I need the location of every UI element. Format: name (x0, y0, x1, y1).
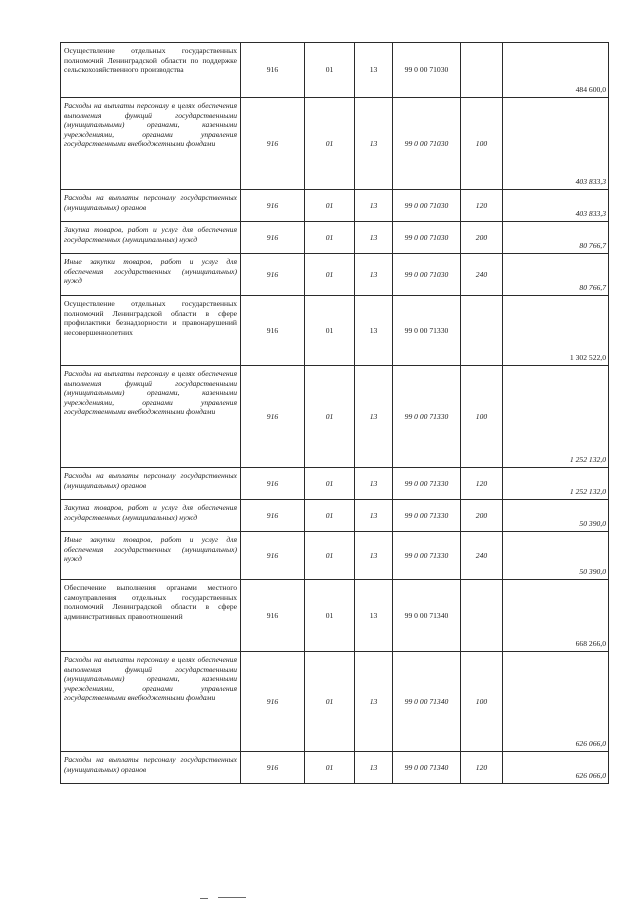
table-row (61, 580, 609, 652)
row-description-text: Обеспечение выполнения органами местного самоуправления отдельных государственных полномочий Ленинградской области в сфере административных правоотношений (64, 583, 237, 621)
row-grbs-code: 916 (241, 468, 305, 500)
row-section-code: 01 (305, 652, 355, 752)
row-description (61, 366, 241, 468)
row-section-code: 01 (305, 296, 355, 366)
row-section-code: 01 (305, 366, 355, 468)
row-target-article: 99 0 00 71340 (393, 752, 461, 784)
row-description-text: Иные закупки товаров, работ и услуг для обеспечения государственных (муниципальных) нужд (64, 535, 237, 564)
row-target-article: 99 0 00 71330 (393, 468, 461, 500)
row-expense-type: 100 (461, 652, 503, 752)
row-target-article: 99 0 00 71030 (393, 190, 461, 222)
row-description (61, 190, 241, 222)
row-subsection-code: 13 (355, 752, 393, 784)
row-description (61, 98, 241, 190)
row-description-text: Иные закупки товаров, работ и услуг для обеспечения государственных (муниципальных) нужд (64, 257, 237, 286)
row-target-article: 99 0 00 71030 (393, 254, 461, 296)
row-target-article: 99 0 00 71330 (393, 532, 461, 580)
row-subsection-code: 13 (355, 580, 393, 652)
row-expense-type: 100 (461, 98, 503, 190)
row-grbs-code: 916 (241, 752, 305, 784)
row-description (61, 500, 241, 532)
row-grbs-code: 916 (241, 222, 305, 254)
row-subsection-code: 13 (355, 190, 393, 222)
row-subsection-code: 13 (355, 366, 393, 468)
table-row (61, 254, 609, 296)
row-amount: 50 390,0 (503, 500, 609, 532)
row-description-text: Расходы на выплаты персоналу в целях обеспечения выполнения функций государственными (муниципальными) органами, казенными учреждениями, органами управления государственными внебюджетными фондами (64, 655, 237, 703)
row-target-article: 99 0 00 71340 (393, 580, 461, 652)
row-target-article: 99 0 00 71330 (393, 500, 461, 532)
row-target-article: 99 0 00 71030 (393, 222, 461, 254)
row-subsection-code: 13 (355, 98, 393, 190)
table-row (61, 98, 609, 190)
table-row (61, 652, 609, 752)
row-description (61, 532, 241, 580)
row-expense-type (461, 43, 503, 98)
row-description-text: Закупка товаров, работ и услуг для обеспечения государственных (муниципальных) нужд (64, 225, 237, 244)
row-description-text: Расходы на выплаты персоналу государственных (муниципальных) органов (64, 193, 237, 212)
row-description (61, 222, 241, 254)
row-expense-type: 200 (461, 222, 503, 254)
row-grbs-code: 916 (241, 43, 305, 98)
row-description (61, 580, 241, 652)
row-description-text: Осуществление отдельных государственных полномочий Ленинградской области в сфере профилактики безнадзорности и правонарушений несовершеннолетних (64, 299, 237, 337)
table-row (61, 500, 609, 532)
table-row (61, 43, 609, 98)
row-amount: 50 390,0 (503, 532, 609, 580)
row-amount: 80 766,7 (503, 222, 609, 254)
row-expense-type (461, 580, 503, 652)
row-amount: 1 252 132,0 (503, 468, 609, 500)
row-amount: 484 600,0 (503, 43, 609, 98)
row-grbs-code: 916 (241, 190, 305, 222)
row-section-code: 01 (305, 580, 355, 652)
row-grbs-code: 916 (241, 98, 305, 190)
row-expense-type: 100 (461, 366, 503, 468)
row-grbs-code: 916 (241, 366, 305, 468)
row-expense-type: 240 (461, 532, 503, 580)
row-amount: 626 066,0 (503, 752, 609, 784)
row-amount: 1 252 132,0 (503, 366, 609, 468)
row-description-text: Закупка товаров, работ и услуг для обеспечения государственных (муниципальных) нужд (64, 503, 237, 522)
row-subsection-code: 13 (355, 254, 393, 296)
row-section-code: 01 (305, 532, 355, 580)
row-amount: 1 302 522,0 (503, 296, 609, 366)
row-description-text: Расходы на выплаты персоналу в целях обеспечения выполнения функций государственными (муниципальными) органами, казенными учреждениями, органами управления государственными внебюджетными фондами (64, 101, 237, 149)
row-description (61, 468, 241, 500)
row-section-code: 01 (305, 500, 355, 532)
row-description (61, 652, 241, 752)
table-row (61, 532, 609, 580)
row-grbs-code: 916 (241, 254, 305, 296)
row-expense-type: 120 (461, 190, 503, 222)
row-subsection-code: 13 (355, 468, 393, 500)
row-subsection-code: 13 (355, 532, 393, 580)
row-target-article: 99 0 00 71030 (393, 43, 461, 98)
row-grbs-code: 916 (241, 652, 305, 752)
budget-table-body (61, 43, 609, 784)
row-section-code: 01 (305, 222, 355, 254)
row-subsection-code: 13 (355, 43, 393, 98)
row-amount: 80 766,7 (503, 254, 609, 296)
row-description-text: Расходы на выплаты персоналу государственных (муниципальных) органов (64, 471, 237, 490)
row-section-code: 01 (305, 98, 355, 190)
row-expense-type: 200 (461, 500, 503, 532)
row-subsection-code: 13 (355, 500, 393, 532)
page-footer-marks (200, 897, 248, 899)
row-amount: 626 066,0 (503, 652, 609, 752)
row-expense-type: 120 (461, 468, 503, 500)
table-row (61, 222, 609, 254)
row-section-code: 01 (305, 43, 355, 98)
row-subsection-code: 13 (355, 222, 393, 254)
row-amount: 403 833,3 (503, 190, 609, 222)
table-row (61, 366, 609, 468)
row-section-code: 01 (305, 254, 355, 296)
row-grbs-code: 916 (241, 500, 305, 532)
table-row (61, 296, 609, 366)
table-row (61, 468, 609, 500)
row-section-code: 01 (305, 752, 355, 784)
row-description-text: Расходы на выплаты персоналу государственных (муниципальных) органов (64, 755, 237, 774)
row-expense-type: 240 (461, 254, 503, 296)
row-grbs-code: 916 (241, 532, 305, 580)
row-section-code: 01 (305, 190, 355, 222)
row-description (61, 254, 241, 296)
row-amount: 403 833,3 (503, 98, 609, 190)
row-subsection-code: 13 (355, 296, 393, 366)
row-target-article: 99 0 00 71340 (393, 652, 461, 752)
row-section-code: 01 (305, 468, 355, 500)
row-subsection-code: 13 (355, 652, 393, 752)
table-row (61, 752, 609, 784)
row-amount: 668 266,0 (503, 580, 609, 652)
row-target-article: 99 0 00 71330 (393, 366, 461, 468)
table-row (61, 190, 609, 222)
row-description (61, 43, 241, 98)
row-description-text: Осуществление отдельных государственных полномочий Ленинградской области по поддержке сельскохозяйственного производства (64, 46, 237, 75)
row-expense-type: 120 (461, 752, 503, 784)
row-grbs-code: 916 (241, 296, 305, 366)
row-description-text: Расходы на выплаты персоналу в целях обеспечения выполнения функций государственными (муниципальными) органами, казенными учреждениями, органами управления государственными внебюджетными фондами (64, 369, 237, 417)
row-expense-type (461, 296, 503, 366)
row-grbs-code: 916 (241, 580, 305, 652)
budget-table (60, 42, 609, 784)
row-description (61, 296, 241, 366)
row-target-article: 99 0 00 71030 (393, 98, 461, 190)
row-target-article: 99 0 00 71330 (393, 296, 461, 366)
row-description (61, 752, 241, 784)
